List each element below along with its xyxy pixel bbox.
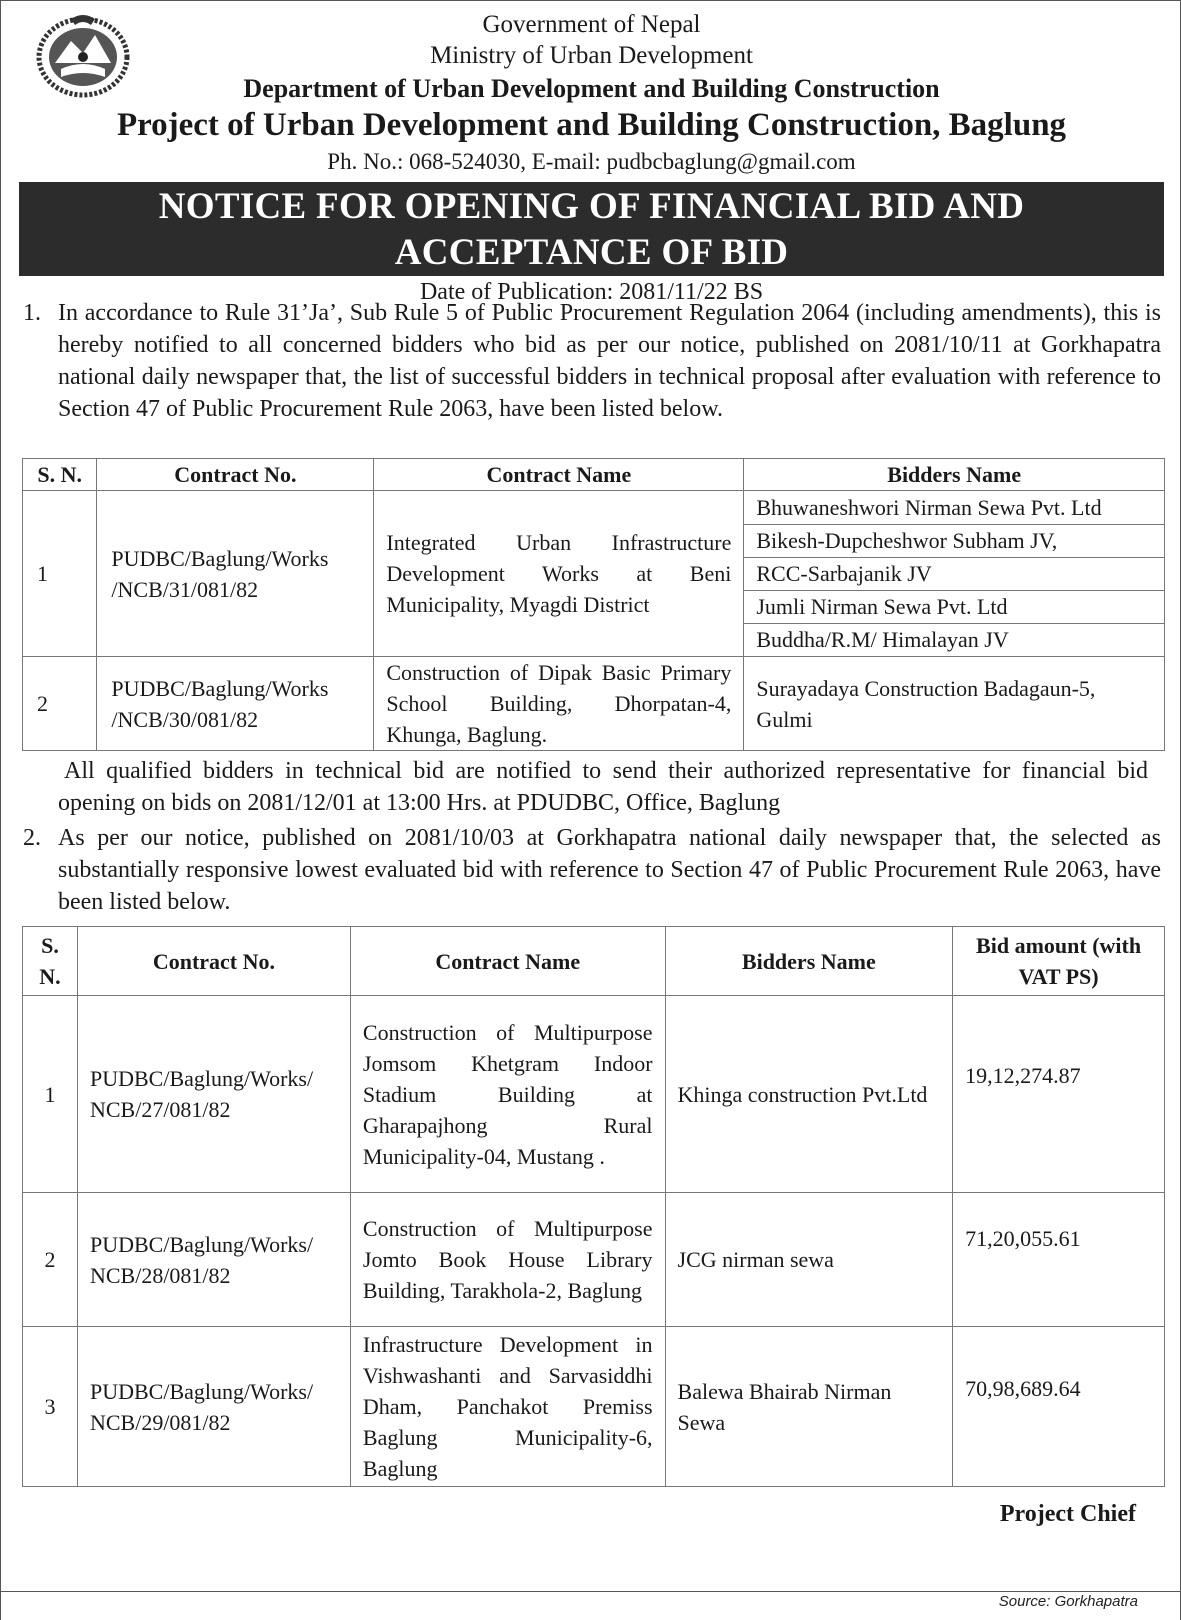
list-item: Bikesh-Dupcheshwor Subham JV, [744,524,1164,557]
header-ministry: Ministry of Urban Development [430,42,753,69]
signature-project-chief: Project Chief [999,1501,1136,1527]
table1-row1-bidders [744,491,1165,657]
table-row [23,1327,1165,1487]
table2-row3-sn: 3 [23,1327,78,1487]
list-item: RCC-Sarbajanik JV [744,557,1164,590]
list-item: Bhuwaneshwori Nirman Sewa Pvt. Ltd [744,492,1164,525]
publication-date: Date of Publication: 2081/11/22 BS [419,279,764,305]
table2-header-contract-name: Contract Name [350,927,665,996]
table2-row1-contract-name: Construction of Multipurpose Jomsom Khetgram Indoor Stadium Building at Gharapajhong Rural Municipality-04, Mustang . [350,996,665,1193]
table1-header-sn: S. N. [23,459,97,491]
header-government: Government of Nepal [482,11,701,38]
section2-text: As per our notice, published on 2081/10/03 at Gorkhapatra national daily newspaper that, the selected as substantially responsive lowest evaluated bid with reference to Section 47 of Public Procurement Rule 2063, have been listed below. [58,825,1161,915]
table1-row2-contract-name: Construction of Dipak Basic Primary School Building, Dhorpatan-4, Khunga, Baglung. [374,657,744,751]
table2-header-sn: S. N. [23,927,78,996]
table1-row2-bidders: Surayadaya Construction Badagaun-5, Gulmi [744,657,1165,751]
table1-row2-sn: 2 [23,657,97,751]
table1-row2-contract-no: PUDBC/Baglung/Works /NCB/30/081/82 [97,657,374,751]
table2-row2-bidder: JCG nirman sewa [665,1193,953,1327]
notice-title-line2: ACCEPTANCE OF BID [394,232,789,273]
technical-bid-table [22,458,1165,751]
table-row [23,491,1165,657]
table2-row1-amount: 19,12,274.87 [953,996,1165,1193]
table2-header-contract-no: Contract No. [77,927,350,996]
table2-row3-bidder: Balewa Bhairab Nirman Sewa [665,1327,953,1487]
section2-number: 2. [23,825,41,851]
source-credit: Source: Gorkhapatra [998,1593,1138,1610]
table1-row1-contract-no: PUDBC/Baglung/Works /NCB/31/081/82 [97,491,374,657]
list-item: Jumli Nirman Sewa Pvt. Ltd [744,590,1164,623]
notice-title-banner [19,182,1164,276]
table2-row1-sn: 1 [23,996,78,1193]
header-contact: Ph. No.: 068-524030, E-mail: pudbcbaglung@gmail.com [327,149,856,174]
table-row [23,657,1165,751]
notice-title-line1: NOTICE FOR OPENING OF FINANCIAL BID AND [158,186,1025,227]
table2-row1-bidder: Khinga construction Pvt.Ltd [665,996,953,1193]
table2-row2-contract-no: PUDBC/Baglung/Works/ NCB/28/081/82 [77,1193,350,1327]
table-row [23,1193,1165,1327]
accepted-bid-table [22,926,1165,1487]
header-project: Project of Urban Development and Building Construction, Baglung [116,107,1067,143]
table2-row1-contract-no: PUDBC/Baglung/Works/ NCB/27/081/82 [77,996,350,1193]
table2-row3-contract-no: PUDBC/Baglung/Works/ NCB/29/081/82 [77,1327,350,1487]
list-item: Buddha/R.M/ Himalayan JV [756,626,1009,652]
table2-header-amount: Bid amount (with VAT PS) [953,927,1165,996]
table2-header-bidders: Bidders Name [665,927,953,996]
table1-header-contract-name: Contract Name [374,459,744,491]
bottom-divider [1,1591,1181,1592]
table1-header-contract-no: Contract No. [97,459,374,491]
header-department: Department of Urban Development and Building Construction [243,74,940,103]
table2-row3-amount: 70,98,689.64 [953,1327,1165,1487]
section1-number: 1. [23,300,41,326]
table1-row1-sn: 1 [23,491,97,657]
table1-row1-bidder-list [744,492,1164,656]
table2-row2-sn: 2 [23,1193,78,1327]
table2-row2-contract-name: Construction of Multipurpose Jomto Book House Library Building, Tarakhola-2, Baglung [350,1193,665,1327]
table1-row1-contract-name: Integrated Urban Infrastructure Development Works at Beni Municipality, Myagdi District [374,491,744,657]
section1-text: In accordance to Rule 31’Ja’, Sub Rule 5 of Public Procurement Regulation 2064 (including amendments), this is hereby notified to all concerned bidders who bid as per our notice, published on 2081/10/11 at Gorkhapatra national daily newspaper that, the list of successful bidders in technical proposal after evaluation with reference to Section 47 of Public Procurement Rule 2063, have been listed below. [58,300,1161,422]
table1-header-bidders: Bidders Name [744,459,1165,491]
section1-note: All qualified bidders in technical bid are notified to send their authorized representative for financial bid opening on bids on 2081/12/01 at 13:00 Hrs. at PDUDBC, Office, Baglung [58,758,1148,816]
table2-row2-amount: 71,20,055.61 [953,1193,1165,1327]
table2-row3-contract-name: Infrastructure Development in Vishwashanti and Sarvasiddhi Dham, Panchakot Premiss Baglung Municipality-6, Baglung [350,1327,665,1487]
table-row [23,996,1165,1193]
